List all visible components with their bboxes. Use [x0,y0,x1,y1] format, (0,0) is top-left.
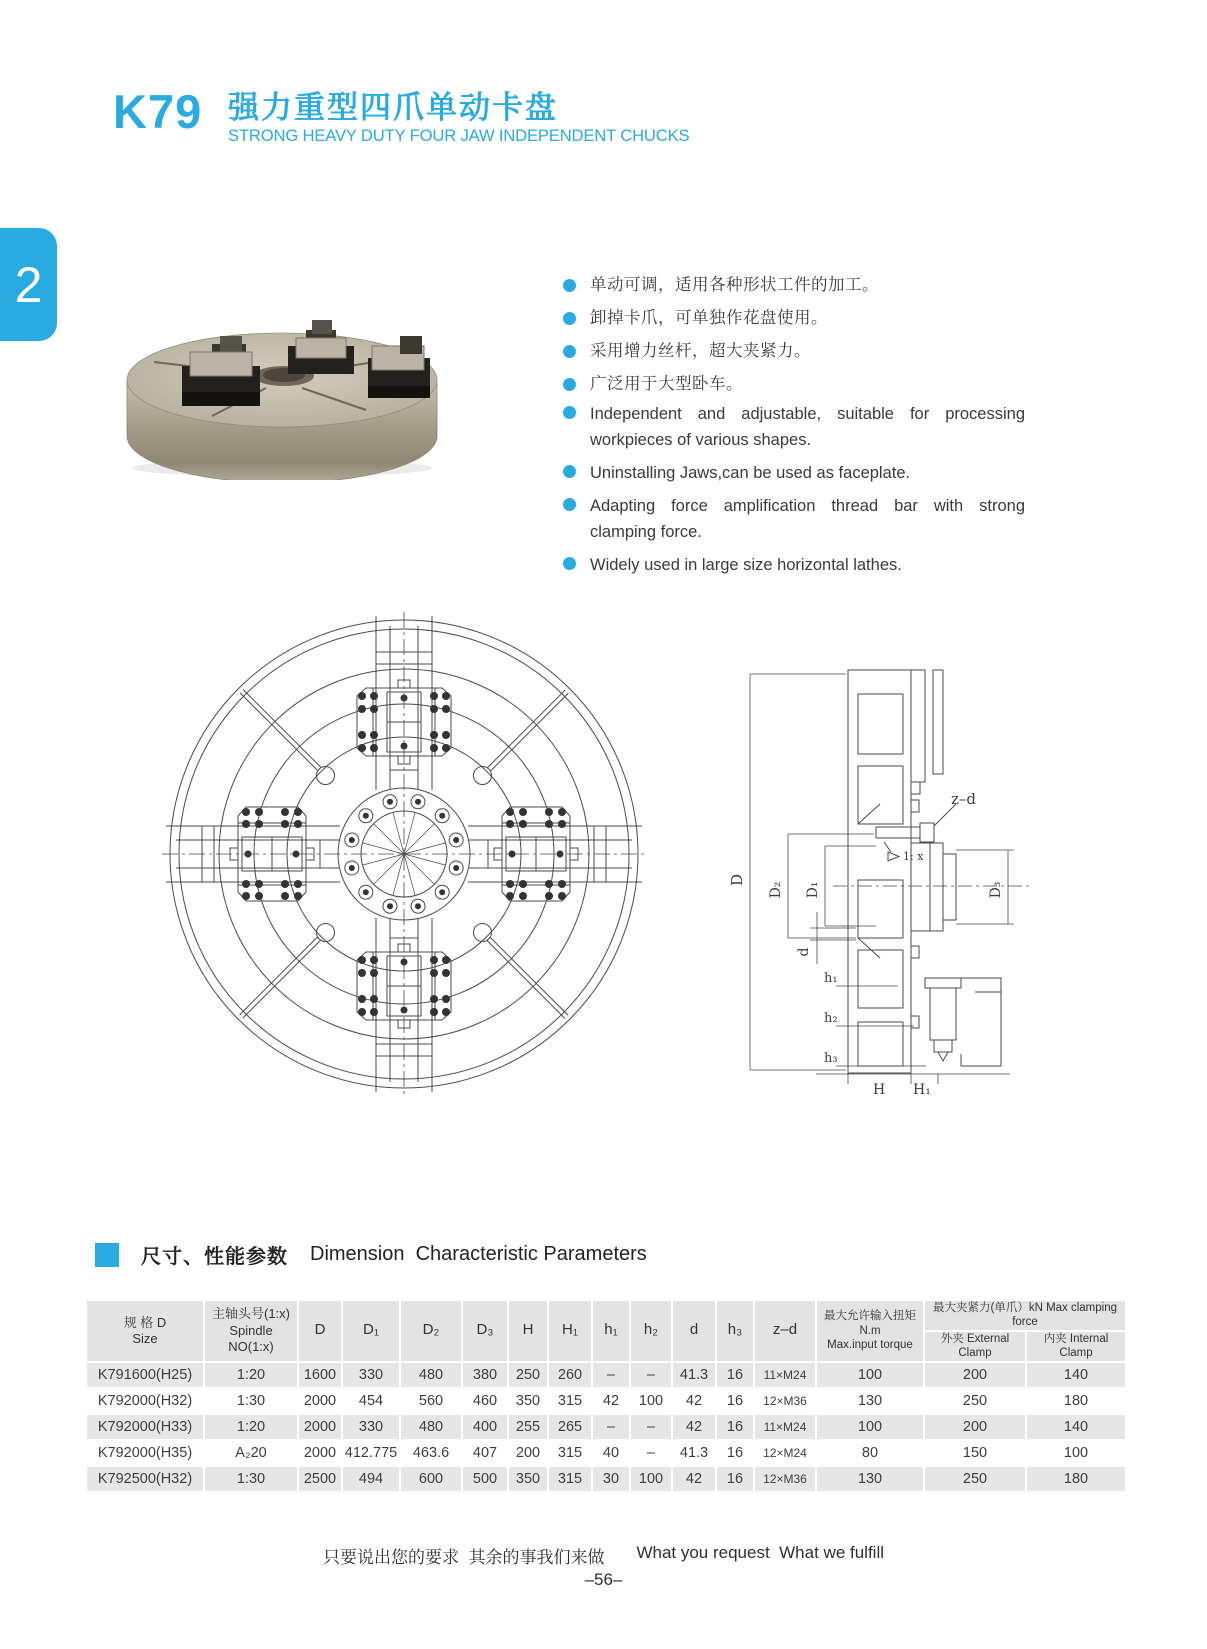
table-cell: – [630,1440,672,1466]
table-cell: 330 [342,1362,400,1388]
table-cell: 100 [1026,1440,1126,1466]
table-cell: – [592,1414,630,1440]
table-row [86,1388,1126,1414]
table-cell: 200 [924,1414,1026,1440]
dim-label-zd: z–d [951,790,977,808]
table-cell: 180 [1026,1388,1126,1414]
product-photo [116,288,448,480]
table-cell: 315 [548,1388,592,1414]
jaw-assembly [288,320,354,374]
feature-item [563,552,1033,578]
table-cell: 250 [924,1388,1026,1414]
table-cell: – [630,1362,672,1388]
col-header-size: 规 格 D Size [86,1300,204,1362]
table-cell: 480 [400,1414,462,1440]
table-cell: 400 [462,1414,508,1440]
table-cell: 42 [672,1388,716,1414]
table-cell: 16 [716,1440,754,1466]
col-header-clamp-int: 内夹 Internal Clamp [1026,1331,1126,1362]
table-cell: 480 [400,1362,462,1388]
bullet-icon [563,345,576,358]
bullet-icon [563,378,576,391]
col-header-zd: z–d [754,1300,816,1362]
table-row [86,1466,1126,1492]
dim-label-H: H [873,1082,886,1098]
diagonal-line [235,920,338,1023]
footer-slogan-cn: 只要说出您的要求 其余的事我们来做 [323,1548,605,1567]
table-cell: K792000(H35) [86,1440,204,1466]
bullet-icon [563,465,576,478]
table-cell: 1:30 [204,1466,298,1492]
features-cn-list [563,274,1043,406]
table-cell: 200 [924,1362,1026,1388]
section-title-cn: 尺寸、性能参数 [141,1246,288,1268]
dim-label-D3: D₃ [988,881,1004,899]
spec-table-body [86,1362,1126,1492]
feature-item [563,307,1043,331]
col-header-D3: D₃ [462,1300,508,1362]
feature-text: Widely used in large size horizontal lathes. [590,556,902,575]
table-cell: 80 [816,1440,924,1466]
col-header-h1: h₁ [592,1300,630,1362]
page-title-cn: 强力重型四爪单动卡盘 [228,90,558,125]
table-cell: 1600 [298,1362,342,1388]
bullet-icon [563,498,576,511]
table-cell: 100 [630,1388,672,1414]
table-cell: 140 [1026,1414,1126,1440]
col-header-D2: D₂ [400,1300,462,1362]
feature-item [563,401,1033,453]
table-row [86,1414,1126,1440]
bullet-icon [563,557,576,570]
diagonal-line [470,920,573,1023]
table-cell: 140 [1026,1362,1126,1388]
jaw-actuator [925,978,1001,1066]
feature-item [563,274,1043,298]
table-cell: 494 [342,1466,400,1492]
col-header-torque: 最大允许输入扭矩N.m Max.input torque [816,1300,924,1362]
table-cell: 42 [672,1466,716,1492]
table-cell: 600 [400,1466,462,1492]
table-cell: 2500 [298,1466,342,1492]
chapter-tab: 2 [0,228,57,341]
dim-label-D2: D₂ [768,881,784,899]
feature-item [563,373,1043,397]
table-cell: 250 [508,1362,548,1388]
feature-item [563,460,1033,486]
table-cell: 454 [342,1388,400,1414]
table-cell: 1:20 [204,1414,298,1440]
table-cell: 16 [716,1466,754,1492]
col-header-spindle: 主轴头号(1:x) Spindle NO(1:x) [204,1300,298,1362]
feature-text: 广泛用于大型卧车。 [590,374,743,393]
section-square-icon [95,1243,119,1267]
model-code: K79 [113,85,203,138]
table-cell: 100 [816,1362,924,1388]
table-cell: 1:20 [204,1362,298,1388]
table-cell: 16 [716,1362,754,1388]
page-title-en: STRONG HEAVY DUTY FOUR JAW INDEPENDENT CHUCKS [228,126,690,145]
col-header-D: D [298,1300,342,1362]
table-cell: 42 [592,1388,630,1414]
dim-label-D: D [728,873,746,887]
dim-label-h3: h₃ [824,1051,838,1066]
table-cell: 150 [924,1440,1026,1466]
table-cell: K792000(H33) [86,1414,204,1440]
table-cell: 350 [508,1388,548,1414]
chuck-section-body [848,670,911,1073]
feature-item [563,340,1043,364]
table-cell: 330 [342,1414,400,1440]
table-cell: 100 [630,1466,672,1492]
table-cell: 350 [508,1466,548,1492]
table-cell: 180 [1026,1466,1126,1492]
table-cell: 315 [548,1466,592,1492]
feature-item [563,493,1033,545]
col-header-d: d [672,1300,716,1362]
table-cell: K792000(H32) [86,1388,204,1414]
table-cell: 407 [462,1440,508,1466]
table-cell: 16 [716,1414,754,1440]
side-view-drawing [698,628,1033,1098]
section-title-en: Dimension Characteristic Parameters [310,1243,647,1265]
table-cell: 500 [462,1466,508,1492]
table-cell: A₂20 [204,1440,298,1466]
dim-label-d: d [796,947,812,957]
table-cell: 41.3 [672,1362,716,1388]
diagonal-line [235,685,338,788]
feature-text: 采用增力丝杆，超大夹紧力。 [590,341,811,360]
bullet-icon [563,406,576,419]
col-header-H1: H₁ [548,1300,592,1362]
table-row [86,1440,1126,1466]
table-cell: 560 [400,1388,462,1414]
section-title [95,1240,647,1269]
table-cell: 380 [462,1362,508,1388]
table-cell: 265 [548,1414,592,1440]
table-cell: 12×M24 [754,1440,816,1466]
feature-text: 卸掉卡爪，可单独作花盘使用。 [590,308,828,327]
table-cell: 100 [816,1414,924,1440]
front-view-drawing [162,612,647,1097]
table-cell: 1:30 [204,1388,298,1414]
table-cell: 200 [508,1440,548,1466]
table-cell: K791600(H25) [86,1362,204,1388]
table-cell: 2000 [298,1388,342,1414]
table-cell: 130 [816,1466,924,1492]
table-cell: – [592,1362,630,1388]
table-cell: 2000 [298,1414,342,1440]
col-header-h2: h₂ [630,1300,672,1362]
table-cell: 2000 [298,1440,342,1466]
table-cell: 12×M36 [754,1466,816,1492]
table-cell: 250 [924,1466,1026,1492]
dim-label-D1: D₁ [805,881,821,899]
table-cell: 16 [716,1388,754,1414]
col-header-D1: D₁ [342,1300,400,1362]
col-header-clamp-group: 最大夹紧力(单爪）kN Max clamping force [924,1300,1126,1331]
table-cell: K792500(H32) [86,1466,204,1492]
col-header-h3: h₃ [716,1300,754,1362]
table-cell: – [630,1414,672,1440]
table-cell: 255 [508,1414,548,1440]
table-cell: 463.6 [400,1440,462,1466]
col-header-H: H [508,1300,548,1362]
feature-text: Adapting force amplification thread bar with strong clamping force. [590,497,1025,542]
table-cell: 40 [592,1440,630,1466]
footer-slogan-en: What you request What we fulfill [636,1543,884,1562]
table-cell: 260 [548,1362,592,1388]
spec-table [85,1299,1127,1493]
diagonal-line [470,685,573,788]
dim-label-H1: H₁ [913,1082,931,1098]
table-cell: 315 [548,1440,592,1466]
features-en-list [563,401,1033,585]
table-cell: 30 [592,1466,630,1492]
dim-label-h2: h₂ [824,1011,838,1026]
bullet-icon [563,312,576,325]
table-cell: 11×M24 [754,1362,816,1388]
dim-label-h1: h₁ [824,971,838,986]
table-cell: 11×M24 [754,1414,816,1440]
feature-text: Independent and adjustable, suitable for processing workpieces of various shapes. [590,405,1025,450]
zd-bolt [876,827,920,838]
page-number: –56– [584,1570,623,1589]
table-cell: 42 [672,1414,716,1440]
table-cell: 12×M36 [754,1388,816,1414]
feature-text: Uninstalling Jaws,can be used as faceplate. [590,464,911,483]
table-row [86,1362,1126,1388]
table-cell: 41.3 [672,1440,716,1466]
col-header-clamp-ext: 外夹 External Clamp [924,1331,1026,1362]
table-cell: 460 [462,1388,508,1414]
footer-slogan [0,1543,1207,1568]
bullet-icon [563,279,576,292]
dim-label-taper: 1: x [903,850,924,863]
feature-text: 单动可调，适用各种形状工件的加工。 [590,276,879,294]
table-cell: 130 [816,1388,924,1414]
table-cell: 412.775 [342,1440,400,1466]
